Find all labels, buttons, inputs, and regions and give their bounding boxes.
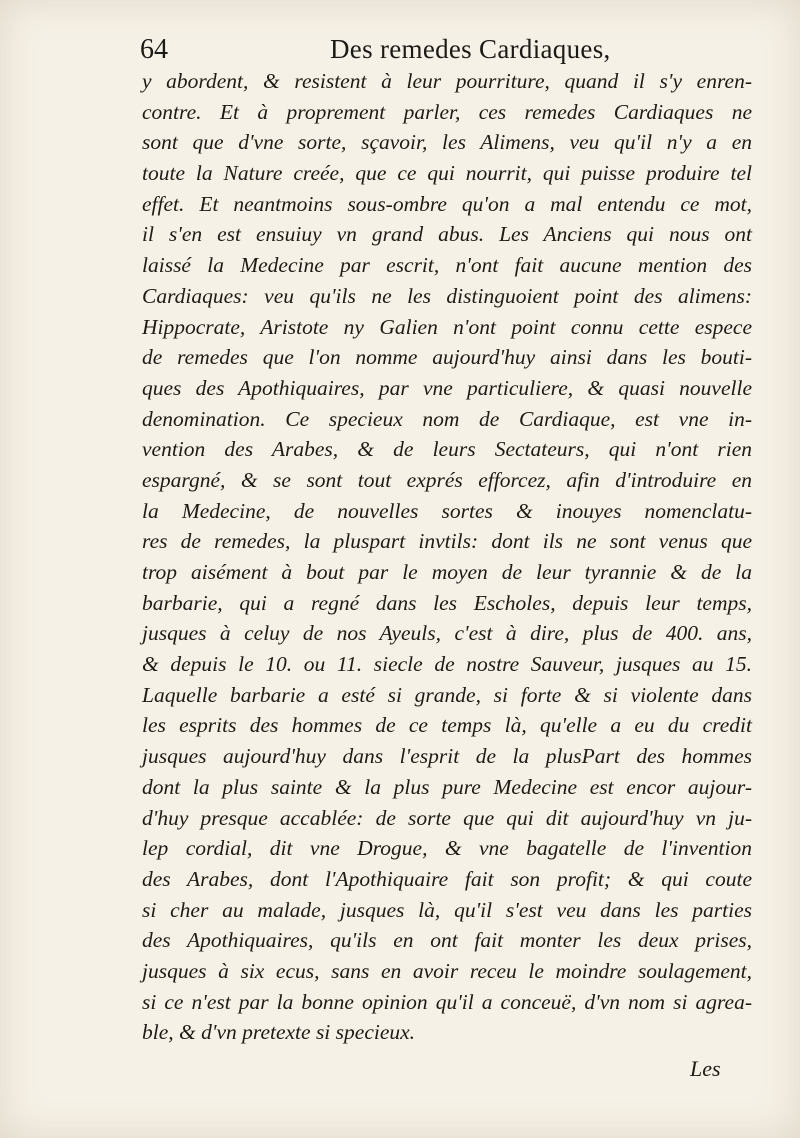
text-line: la Medecine, de nouvelles sortes & inouyes nomenclatu- xyxy=(142,498,752,523)
text-line: jusques à six ecus, sans en avoir receu le moindre soulagement, xyxy=(142,958,752,983)
text-line-last: ble, & d'vn pretexte si specieux. xyxy=(142,1020,416,1045)
text-line: dont la plus sainte & la plus pure Medecine est encor aujour- xyxy=(142,774,752,799)
text-line: d'huy presque accablée: de sorte que qui dit aujourd'huy vn ju- xyxy=(142,805,752,830)
text-line: de remedes que l'on nomme aujourd'huy ainsi dans les bouti- xyxy=(142,345,752,370)
text-line: des Arabes, dont l'Apothiquaire fait son profit; & qui coute xyxy=(142,866,752,891)
text-line: Laquelle barbarie a esté si grande, si forte & si violente dans xyxy=(142,682,752,707)
text-line: denomination. Ce specieux nom de Cardiaque, est vne in- xyxy=(142,406,752,431)
text-line: & depuis le 10. ou 11. siecle de nostre Sauveur, jusques au 15. xyxy=(142,652,752,677)
text-line: toute la Nature creée, que ce qui nourrit, qui puisse produire tel xyxy=(142,161,752,186)
running-head: Des remedes Cardiaques, xyxy=(330,34,611,64)
page-number: 64 xyxy=(140,34,168,65)
text-line: Hippocrate, Aristote ny Galien n'ont point connu cette espece xyxy=(142,314,752,339)
text-line: des Apothiquaires, qu'ils en ont fait monter les deux prises, xyxy=(142,928,752,953)
text-line: si ce n'est par la bonne opinion qu'il a conceuë, d'vn nom si agrea- xyxy=(142,989,752,1014)
text-line: laissé la Medecine par escrit, n'ont fait aucune mention des xyxy=(142,253,752,278)
text-line: jusques aujourd'huy dans l'esprit de la plusPart des hommes xyxy=(142,744,752,769)
text-line: barbarie, qui a regné dans les Escholes, depuis leur temps, xyxy=(142,590,752,615)
text-line: vention des Arabes, & de leurs Sectateurs, qui n'ont rien xyxy=(142,437,752,462)
text-line: y abordent, & resistent à leur pourriture, quand il s'y enren- xyxy=(142,69,752,93)
text-line: jusques à celuy de nos Ayeuls, c'est à dire, plus de 400. ans, xyxy=(142,621,752,646)
catchword: Les xyxy=(690,1056,721,1081)
text-line: res de remedes, la pluspart invtils: dont ils ne sont venus que xyxy=(142,529,752,554)
text-line: contre. Et à proprement parler, ces remedes Cardiaques ne xyxy=(142,99,752,124)
text-line: effet. Et neantmoins sous-ombre qu'on a mal entendu ce mot, xyxy=(142,191,752,216)
text-line: lep cordial, dit vne Drogue, & vne bagatelle de l'invention xyxy=(142,836,752,861)
text-line: Cardiaques: veu qu'ils ne les distinguoient point des alimens: xyxy=(142,283,752,308)
body-text xyxy=(142,66,752,1048)
text-line: sont que d'vne sorte, sçavoir, les Alimens, veu qu'il n'y a en xyxy=(142,130,752,155)
text-line: les esprits des hommes de ce temps là, qu'elle a eu du credit xyxy=(142,713,752,738)
text-line: il s'en est ensuiuy vn grand abus. Les Anciens qui nous ont xyxy=(142,222,752,247)
text-line: espargné, & se sont tout exprés efforcez, afin d'introduire en xyxy=(142,467,752,492)
text-line: si cher au malade, jusques là, qu'il s'est veu dans les parties xyxy=(142,897,752,922)
text-line: ques des Apothiquaires, par vne particuliere, & quasi nouvelle xyxy=(142,375,752,400)
page-header xyxy=(140,34,740,70)
text-line: trop aisément à bout par le moyen de leur tyrannie & de la xyxy=(142,560,752,584)
